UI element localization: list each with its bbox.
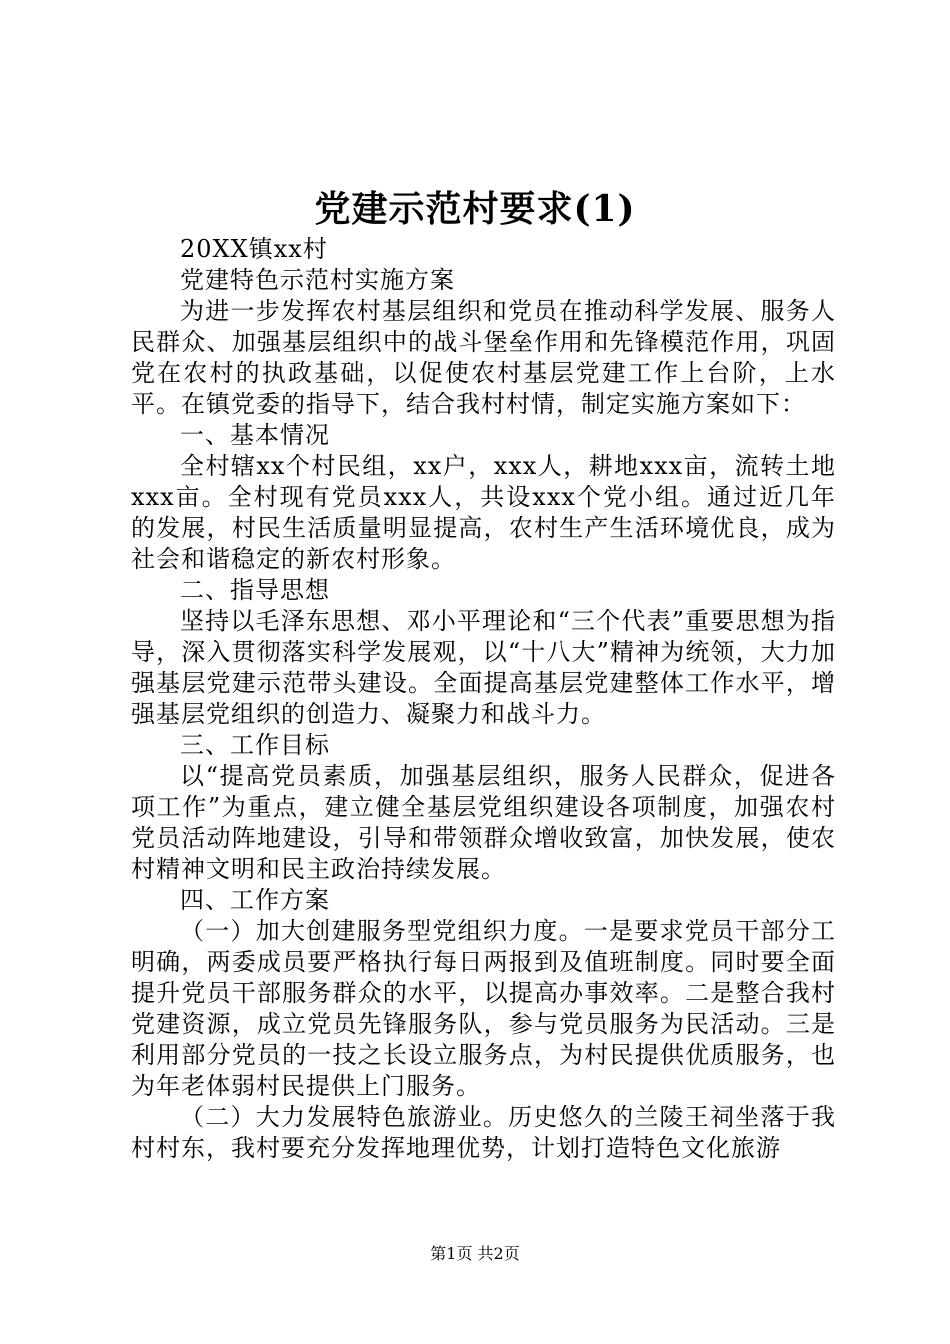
paragraph-intro: 为进一步发挥农村基层组织和党员在推动科学发展、服务人民群众、加强基层组织中的战斗堡垒作用和先锋模范作用，巩固党在农村的执政基础，以促使农村基层党建工作上台阶，上水平。在镇党委的指导下，结合我村村情，制定实施方案如下： bbox=[131, 297, 836, 418]
page-footer: 第1页 共2页 bbox=[430, 1244, 520, 1263]
paragraph-basic-situation: 全村辖xx个村民组，xx户，xxx人，耕地xxx亩，流转土地xxx亩。全村现有党员xxx人，共设xxx个党小组。通过近几年的发展，村民生活质量明显提高，农村生产生活环境优良，成为社会和谐稳定的新农村形象。 bbox=[131, 452, 836, 573]
section-heading-guiding-ideology: 二、指导思想 bbox=[180, 576, 330, 604]
document-body bbox=[131, 234, 836, 1164]
section-heading-work-plan: 四、工作方案 bbox=[180, 886, 330, 914]
paragraph-town-village: 20XX镇xx村 bbox=[180, 235, 328, 263]
paragraph-work-plan-item-1: （一）加大创建服务型党组织力度。一是要求党员干部分工明确，两委成员要严格执行每日两报到及值班制度。同时要全面提升党员干部服务群众的水平，以提高办事效率。二是整合我村党建资源，成立党员先锋服务队，参与党员服务为民活动。三是利用部分党员的一技之长设立服务点，为村民提供优质服务，也为年老体弱村民提供上门服务。 bbox=[131, 917, 836, 1100]
paragraph-plan-name: 党建特色示范村实施方案 bbox=[180, 266, 455, 294]
paragraph-work-plan-item-2: （二）大力发展特色旅游业。历史悠久的兰陵王祠坐落于我村村东，我村要充分发挥地理优势，计划打造特色文化旅游 bbox=[131, 1103, 836, 1162]
section-heading-basic-situation: 一、基本情况 bbox=[180, 421, 330, 449]
document-title: 党建示范村要求(1) bbox=[314, 188, 636, 230]
section-heading-work-goals: 三、工作目标 bbox=[180, 731, 330, 759]
paragraph-guiding-ideology: 坚持以毛泽东思想、邓小平理论和“三个代表”重要思想为指导，深入贯彻落实科学发展观，以“十八大”精神为统领，大力加强基层党建示范带头建设。全面提高基层党建整体工作水平，增强基层党组织的创造力、凝聚力和战斗力。 bbox=[131, 607, 836, 728]
paragraph-work-goals: 以“提高党员素质，加强基层组织，服务人民群众，促进各项工作”为重点，建立健全基层党组织建设各项制度，加强农村党员活动阵地建设，引导和带领群众增收致富，加快发展，使农村精神文明和民主政治持续发展。 bbox=[131, 762, 836, 883]
